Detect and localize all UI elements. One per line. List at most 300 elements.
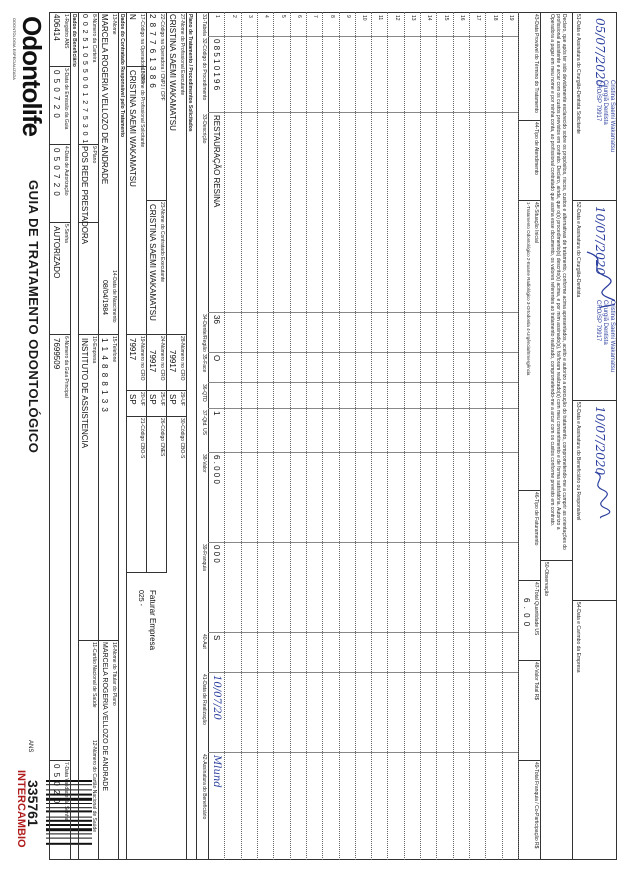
divider bbox=[290, 632, 306, 633]
stamp-name: Cristina Saemi Wakamatsu bbox=[609, 80, 615, 153]
table-row bbox=[436, 12, 453, 860]
brand-name: Odontolife bbox=[17, 16, 47, 136]
table-row bbox=[453, 12, 470, 860]
senha-value: AUTORIZADO bbox=[52, 226, 61, 279]
divider bbox=[355, 382, 371, 383]
cell-n: 7 bbox=[312, 15, 319, 18]
divider bbox=[322, 36, 338, 37]
divider bbox=[257, 408, 273, 409]
table-row bbox=[322, 12, 339, 860]
divider bbox=[290, 542, 306, 543]
uf-solicitante-value: SP bbox=[128, 394, 137, 405]
situacao-label: 45-Situação Inicial bbox=[533, 202, 539, 243]
cell-n: 4 bbox=[263, 15, 270, 18]
divider bbox=[453, 542, 469, 543]
divider bbox=[355, 542, 371, 543]
divider bbox=[453, 632, 469, 633]
cell-n: 9 bbox=[344, 15, 351, 18]
codigo-executante-label: 22-Código na Operadora / CNPJ / CPF bbox=[159, 14, 165, 101]
divider bbox=[208, 312, 224, 313]
column-header: 32-Código do Procedimento bbox=[201, 38, 207, 101]
cell-codigo: 0 8 5 1 0 1 9 6 bbox=[212, 39, 222, 91]
divider bbox=[208, 408, 224, 409]
divider bbox=[118, 12, 119, 860]
divider bbox=[241, 632, 257, 633]
divider bbox=[306, 752, 322, 753]
faturamento-label: 46-Tipo de Faturamento bbox=[533, 492, 539, 546]
divider bbox=[387, 312, 403, 313]
divider bbox=[519, 660, 541, 661]
divider bbox=[339, 36, 355, 37]
divider bbox=[339, 312, 355, 313]
divider bbox=[371, 632, 387, 633]
divider bbox=[420, 542, 436, 543]
carimbo-label: 54-Data e Carimbo da Empresa bbox=[575, 602, 581, 673]
stamp-cro: CRO/SP 79917 bbox=[595, 80, 601, 122]
divider bbox=[541, 560, 573, 561]
divider bbox=[436, 112, 452, 113]
divider bbox=[502, 452, 518, 453]
uf-solicitante-label: 20-UF bbox=[139, 392, 145, 406]
divider bbox=[519, 760, 541, 761]
divider bbox=[70, 12, 71, 860]
divider bbox=[146, 12, 147, 572]
divider bbox=[420, 352, 436, 353]
divider bbox=[485, 112, 501, 113]
divider bbox=[98, 12, 99, 860]
cell-n: 13 bbox=[410, 15, 417, 21]
divider bbox=[306, 112, 322, 113]
divider bbox=[453, 382, 469, 383]
divider bbox=[241, 672, 257, 673]
divider bbox=[371, 312, 387, 313]
divider bbox=[485, 752, 501, 753]
divider bbox=[208, 452, 224, 453]
divider bbox=[208, 112, 224, 113]
divider bbox=[306, 542, 322, 543]
divider bbox=[224, 752, 240, 753]
table-row bbox=[208, 12, 225, 860]
franquia-total-label: 49-Total Franquia / Co-Participação R$ bbox=[533, 762, 539, 849]
divider bbox=[208, 542, 224, 543]
cbo-profissional-label: 30-Código CBO-S bbox=[179, 418, 185, 459]
divider bbox=[224, 352, 240, 353]
divider bbox=[257, 382, 273, 383]
extra-code: 025 - bbox=[137, 590, 144, 606]
divider bbox=[404, 312, 420, 313]
situacao-value: 1-Tratamento Odontológico 2-Exame Radiológico 3-Ortodontia 4-Urgência/Emergência bbox=[526, 202, 531, 376]
table-row bbox=[339, 12, 356, 860]
senha-label: 5-Senha bbox=[63, 224, 69, 243]
stamp-cro: CRO/SP 79917 bbox=[595, 300, 601, 342]
brand-subtitle: ODONTOLOGIA ESPECIALIZADA bbox=[12, 18, 17, 80]
cell-n: 15 bbox=[442, 15, 449, 21]
divider bbox=[257, 672, 273, 673]
divider bbox=[387, 408, 403, 409]
stamp-title: Cirurgiã Dentista bbox=[602, 300, 608, 345]
divider bbox=[371, 382, 387, 383]
column-header: 42-Assinatura do Beneficiário bbox=[201, 754, 207, 820]
cro-profissional-label: 28-Número no CRO bbox=[179, 336, 185, 381]
assinatura-solicitante-label: 51-Data e Assinatura do Cirurgião-Dentista Solicitante bbox=[575, 14, 581, 134]
uf-executante-label: 25-UF bbox=[159, 392, 165, 406]
assinatura-beneficiario-label: 53-Data e Assinatura do Beneficiário ou Responsável bbox=[575, 402, 581, 521]
divider bbox=[78, 12, 79, 860]
divider bbox=[404, 452, 420, 453]
column-header: 40-Aut bbox=[201, 634, 207, 649]
cro-executante-label: 24-Número no CRO bbox=[159, 336, 165, 381]
divider bbox=[453, 36, 469, 37]
divider bbox=[186, 12, 187, 860]
divider bbox=[273, 542, 289, 543]
divider bbox=[322, 542, 338, 543]
divider bbox=[273, 672, 289, 673]
divider bbox=[502, 352, 518, 353]
divider bbox=[387, 752, 403, 753]
divider bbox=[322, 382, 338, 383]
divider bbox=[322, 672, 338, 673]
divider bbox=[241, 382, 257, 383]
table-row bbox=[273, 12, 290, 860]
cell-n: 19 bbox=[508, 15, 514, 21]
cell-n: 8 bbox=[328, 15, 335, 18]
divider bbox=[485, 542, 501, 543]
divider bbox=[404, 408, 420, 409]
divider bbox=[79, 640, 99, 641]
table-row bbox=[306, 12, 323, 860]
column-header: 41-Data de Realização bbox=[201, 674, 207, 725]
divider bbox=[273, 408, 289, 409]
divider bbox=[420, 36, 436, 37]
telefone-label: 15-Telefone bbox=[111, 336, 117, 363]
cell-franquia: 0 0 0 bbox=[212, 545, 222, 563]
cell-dente: 36 bbox=[212, 315, 222, 324]
divider bbox=[371, 352, 387, 353]
cell-n: 16 bbox=[459, 15, 466, 21]
divider bbox=[257, 542, 273, 543]
cell-data: 10/07/20 bbox=[211, 675, 223, 720]
divider bbox=[224, 452, 240, 453]
divider bbox=[371, 112, 387, 113]
divider bbox=[469, 112, 485, 113]
dentist-stamp bbox=[594, 80, 615, 152]
divider bbox=[241, 408, 257, 409]
divider bbox=[257, 112, 273, 113]
assinatura-solicitante-date: 05/07/2020 bbox=[593, 18, 607, 88]
empresa-value: INSTITUTO DE ASSISTENCIA bbox=[80, 338, 89, 449]
divider bbox=[306, 312, 322, 313]
divider bbox=[224, 112, 240, 113]
cell-descricao: RESTAURAÇÃO RESINA bbox=[212, 115, 222, 208]
divider bbox=[147, 200, 167, 201]
divider bbox=[99, 334, 119, 335]
uf-executante-value: SP bbox=[148, 394, 157, 405]
divider bbox=[273, 312, 289, 313]
cns-label: 11-Cartão Nacional de Saúde bbox=[91, 642, 97, 708]
divider bbox=[273, 752, 289, 753]
divider bbox=[540, 12, 541, 860]
divider bbox=[485, 672, 501, 673]
divider bbox=[469, 452, 485, 453]
divider bbox=[387, 112, 403, 113]
divider bbox=[485, 352, 501, 353]
assinatura-executante-label: 52-Data e Assinatura do Cirurgião-Dentista bbox=[575, 202, 581, 298]
divider bbox=[127, 416, 147, 417]
divider bbox=[355, 452, 371, 453]
divider bbox=[224, 36, 240, 37]
table-row bbox=[485, 12, 502, 860]
divider bbox=[453, 352, 469, 353]
telefone-value: 1 1 4 8 8 8 1 3 3 bbox=[100, 338, 109, 413]
stamp-name: Cristina Saemi Wakamatsu bbox=[609, 300, 615, 373]
divider bbox=[241, 312, 257, 313]
divider bbox=[166, 12, 167, 572]
empresa-label: 10-Empresa bbox=[91, 336, 97, 364]
divider bbox=[306, 36, 322, 37]
registro-ans-value: 406414 bbox=[52, 14, 61, 41]
divider bbox=[273, 382, 289, 383]
divider bbox=[339, 542, 355, 543]
divider bbox=[127, 572, 167, 573]
divider bbox=[502, 752, 518, 753]
divider bbox=[469, 408, 485, 409]
table-row bbox=[290, 12, 307, 860]
cell-n: 3 bbox=[246, 15, 253, 18]
divider bbox=[290, 452, 306, 453]
nome-executante-value: CRISTINA SAEMI WAKAMATSU bbox=[148, 204, 157, 321]
divider bbox=[339, 632, 355, 633]
cell-n: 12 bbox=[393, 15, 400, 21]
total-us-label: 47-Total Quantidade US bbox=[533, 582, 539, 636]
divider bbox=[404, 382, 420, 383]
assinatura-beneficiario-date: 10/07/2020 bbox=[593, 406, 607, 476]
column-header: 37-Qtd. US bbox=[201, 410, 207, 436]
brand-logo bbox=[7, 16, 47, 136]
divider bbox=[502, 672, 518, 673]
carteira-label: 8-Número da Carteira bbox=[91, 14, 97, 63]
divider bbox=[257, 452, 273, 453]
divider bbox=[485, 408, 501, 409]
divider bbox=[322, 352, 338, 353]
divider bbox=[322, 752, 338, 753]
cbo-solicitante-label: 21-Código CBO-S bbox=[139, 418, 145, 459]
divider bbox=[519, 490, 541, 491]
divider bbox=[257, 312, 273, 313]
divider bbox=[519, 120, 541, 121]
divider bbox=[127, 334, 147, 335]
divider bbox=[453, 452, 469, 453]
divider bbox=[322, 452, 338, 453]
table-row bbox=[257, 12, 274, 860]
declaration-text: Declaro, que após ter sido devidamente esclarecido sobre os propósitos, riscos, custos e alternativas de tratamento, conforme acima apresentados, aceito e autorizo a execução do tratamento, comprometendo-me a cumprir as orientações do profissional assistente e arcar com os custos previstos em contrato. Declaro, ainda, que o(s) procedimento(s) descrito(s) acima, e por mim assinado(s), foi/foram realizado(s) com meu consentimento e de forma satisfatória. Autorizo a Operadora a pagar em meu nome e por minha conta, ao profissional contratado que assina esse documento, os valores referentes ao tratamento realizado, comprometendo-me a arcar com os custos conforme previsto em contrato. bbox=[549, 14, 567, 550]
cell-n: 1 bbox=[214, 15, 221, 18]
divider bbox=[387, 382, 403, 383]
divider bbox=[485, 36, 501, 37]
divider bbox=[126, 12, 127, 860]
divider bbox=[322, 312, 338, 313]
divider bbox=[453, 112, 469, 113]
table-row bbox=[469, 12, 486, 860]
divider bbox=[290, 382, 306, 383]
divider bbox=[208, 382, 224, 383]
divider bbox=[241, 112, 257, 113]
divider bbox=[306, 352, 322, 353]
divider bbox=[502, 36, 518, 37]
divider bbox=[224, 382, 240, 383]
column-header: 33-Descrição bbox=[201, 114, 207, 144]
cro-executante-value: 79917 bbox=[148, 350, 157, 373]
dentist-stamp-2 bbox=[594, 300, 615, 372]
divider bbox=[208, 752, 224, 753]
divider bbox=[387, 632, 403, 633]
titular-value: MARCELA ROGERIA VELLOZO DE ANDRADE bbox=[101, 642, 108, 791]
divider bbox=[99, 640, 119, 641]
nome-profissional-value: CRISTINA SAEMI WAKAMATSU bbox=[168, 14, 177, 131]
divider bbox=[404, 542, 420, 543]
column-header: 38-Valor bbox=[201, 454, 207, 473]
divider bbox=[420, 112, 436, 113]
numero-cns-label: 12-Número do Cartão Nacional de Saúde bbox=[91, 740, 97, 832]
divider bbox=[306, 632, 322, 633]
nascimento-label: 14-Data de Nascimento bbox=[111, 270, 117, 323]
divider bbox=[469, 36, 485, 37]
divider bbox=[208, 672, 224, 673]
divider bbox=[469, 542, 485, 543]
divider bbox=[355, 112, 371, 113]
divider bbox=[306, 382, 322, 383]
divider bbox=[404, 752, 420, 753]
divider bbox=[224, 632, 240, 633]
divider bbox=[371, 672, 387, 673]
divider bbox=[573, 200, 617, 201]
divider bbox=[306, 408, 322, 409]
divider bbox=[371, 408, 387, 409]
divider bbox=[502, 312, 518, 313]
divider bbox=[519, 200, 541, 201]
data-emissao-label: 3-Data de Emissão da Guia bbox=[63, 68, 69, 130]
cro-solicitante-value: 79917 bbox=[128, 338, 137, 361]
divider bbox=[241, 542, 257, 543]
divider bbox=[167, 416, 187, 417]
column-header: 34-Dente/Região bbox=[201, 314, 207, 352]
validade-senha-value: 0 5 0 2 0 bbox=[52, 764, 61, 805]
divider bbox=[355, 672, 371, 673]
codigo-responsavel-label: 17-Código na Operadora / CPF bbox=[139, 14, 145, 84]
divider bbox=[147, 334, 167, 335]
divider bbox=[519, 580, 541, 581]
divider bbox=[404, 112, 420, 113]
divider bbox=[387, 542, 403, 543]
uf-profissional-label: 29-UF bbox=[179, 392, 185, 406]
table-row bbox=[241, 12, 258, 860]
divider bbox=[322, 408, 338, 409]
divider bbox=[420, 408, 436, 409]
divider bbox=[306, 452, 322, 453]
cell-n: 14 bbox=[426, 15, 433, 21]
divider bbox=[404, 352, 420, 353]
divider bbox=[453, 672, 469, 673]
divider bbox=[339, 452, 355, 453]
divider bbox=[257, 752, 273, 753]
valor-total-label: 48-Valor Total R$ bbox=[533, 662, 539, 701]
divider bbox=[387, 36, 403, 37]
divider bbox=[436, 752, 452, 753]
divider bbox=[241, 452, 257, 453]
divider bbox=[306, 672, 322, 673]
data-emissao-value: 0 5 0 7 2 0 bbox=[52, 70, 61, 119]
divider bbox=[339, 112, 355, 113]
divider bbox=[208, 36, 224, 37]
assinatura-executante-date: 10/07/2020 bbox=[593, 206, 607, 276]
nome-beneficiario-label: 13-Nome bbox=[111, 14, 117, 35]
divider bbox=[485, 452, 501, 453]
divider bbox=[436, 632, 452, 633]
divider bbox=[147, 390, 167, 391]
guide-number: 335761 bbox=[25, 780, 41, 827]
divider bbox=[224, 542, 240, 543]
form-title: GUIA DE TRATAMENTO ODONTOLÓGICO bbox=[26, 180, 41, 454]
divider bbox=[257, 36, 273, 37]
divider bbox=[208, 632, 224, 633]
cell-n: 6 bbox=[295, 15, 302, 18]
procedures-table bbox=[197, 12, 519, 860]
ans-code: ANS bbox=[27, 740, 33, 753]
column-header: 36-QTD bbox=[201, 384, 207, 402]
divider bbox=[273, 632, 289, 633]
divider bbox=[339, 352, 355, 353]
divider bbox=[339, 752, 355, 753]
divider bbox=[404, 36, 420, 37]
column-header: 39-Franquia bbox=[201, 544, 207, 571]
divider bbox=[404, 672, 420, 673]
divider bbox=[436, 672, 452, 673]
divider bbox=[196, 12, 197, 860]
divider bbox=[290, 312, 306, 313]
table-row bbox=[387, 12, 404, 860]
column-header: 31-Tabela bbox=[201, 14, 207, 36]
divider bbox=[49, 222, 71, 223]
faturar-empresa: Faturar Empresa bbox=[148, 590, 157, 651]
divider bbox=[167, 390, 187, 391]
total-us-value: 6 . 0 0 bbox=[522, 598, 531, 628]
column-header: 35-Face bbox=[201, 354, 207, 373]
signature-icon bbox=[585, 470, 615, 520]
tipo-atendimento-label: 44-Tipo de Atendimento bbox=[533, 122, 539, 175]
divider bbox=[371, 36, 387, 37]
divider bbox=[387, 352, 403, 353]
divider bbox=[572, 12, 573, 860]
divider bbox=[502, 632, 518, 633]
divider bbox=[436, 408, 452, 409]
stamp-title: Cirurgiã Dentista bbox=[602, 80, 608, 125]
cell-aut: S bbox=[212, 635, 222, 641]
plano-label: 9-Plano bbox=[91, 146, 97, 164]
divider bbox=[387, 672, 403, 673]
divider bbox=[371, 542, 387, 543]
cro-solicitante-label: 19-Número no CRO bbox=[139, 336, 145, 381]
divider bbox=[502, 382, 518, 383]
table-row bbox=[355, 12, 372, 860]
divider bbox=[404, 632, 420, 633]
divider bbox=[436, 452, 452, 453]
observacao-label: 50-Observação bbox=[543, 562, 549, 597]
divider bbox=[387, 452, 403, 453]
divider bbox=[502, 112, 518, 113]
divider bbox=[436, 542, 452, 543]
registro-ans-label: 1-Registro ANS bbox=[63, 14, 69, 49]
cell-face: O bbox=[212, 355, 222, 362]
divider bbox=[436, 382, 452, 383]
